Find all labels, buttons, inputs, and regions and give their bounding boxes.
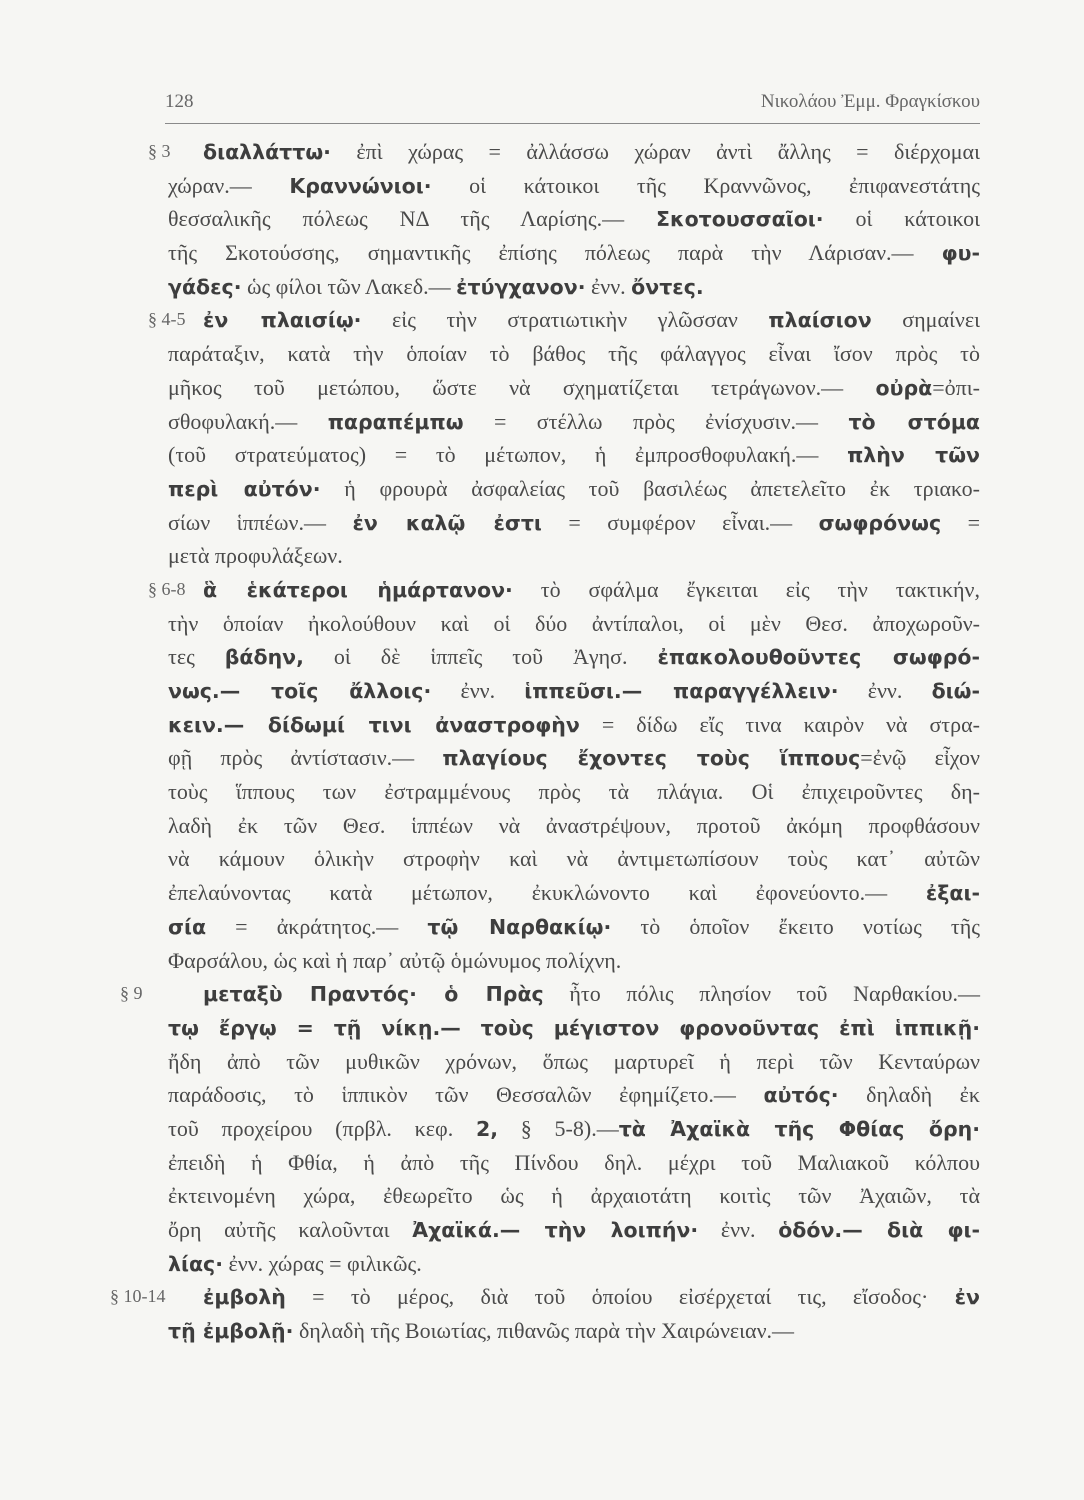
text-line (168, 371, 980, 405)
lemma-term: ἐπακολουθοῦντες σωφρό- (657, 645, 980, 670)
gloss-text: τες (168, 644, 225, 670)
text-line (168, 1213, 980, 1247)
gloss-text: =ὀπι- (932, 374, 980, 400)
lemma-term: ἐξαι- (925, 881, 980, 906)
text-line (203, 573, 980, 607)
text-line (168, 809, 980, 843)
gloss-text: ἦτο πόλις πλησίον τοῦ Ναρθακίου.— (543, 981, 980, 1007)
text-line (203, 303, 980, 337)
lemma-term: νως.— τοῖς ἄλλοις· (168, 679, 432, 703)
text-line (168, 640, 980, 674)
gloss-text: εἰς τὴν στρατιωτικὴν γλῶσσαν (361, 307, 769, 333)
lemma-term: διώ- (931, 679, 980, 703)
gloss-text: = (941, 509, 980, 535)
text-line (168, 202, 980, 236)
gloss-text: παράταξιν, κατὰ τὴν ὁποίαν τὸ βάθος τῆς φάλαγγος εἶναι ἴσον πρὸς τὸ (168, 341, 980, 367)
text-line (168, 337, 980, 371)
lemma-term: πλὴν τῶν (847, 443, 980, 468)
commentary-section (0, 573, 1084, 977)
text-line (168, 708, 980, 742)
lemma-term: Κραννώνιοι· (289, 173, 432, 198)
text-line (168, 910, 980, 944)
commentary-section (0, 1280, 1084, 1347)
gloss-text: Φαρσάλου, ὡς καὶ ἡ παρ᾽ αὐτῷ ὁμώνυμος πολίχνη. (168, 947, 622, 973)
lemma-term: λίας· (168, 1251, 223, 1276)
lemma-term: ἐν (954, 1285, 980, 1310)
body-text (0, 135, 1084, 1348)
lemma-term: παραπέμπω (327, 409, 464, 434)
lemma-term: ὄντες. (631, 274, 704, 299)
text-line (168, 438, 980, 472)
gloss-text: ἐπειδὴ ἡ Φθία, ἡ ἀπὸ τῆς Πίνδου δηλ. μέχρι τοῦ Μαλιακοῦ κόλπου (168, 1149, 980, 1175)
lemma-term: Ἀχαϊκά.— τὴν λοιπήν· (412, 1218, 699, 1242)
gloss-text: δηλαδὴ ἐκ (838, 1082, 980, 1108)
gloss-text: ὄρη αὐτῆς καλοῦνται (168, 1217, 413, 1242)
text-line (168, 775, 980, 809)
text-line (168, 1314, 980, 1348)
text-line (168, 539, 980, 573)
lemma-term: μεταξὺ Πραντός· ὁ Πρὰς (203, 982, 544, 1007)
lemma-term: ἐτύγχανον· (456, 274, 586, 299)
running-head: Νικολάου Ἐμμ. Φραγκίσκου (760, 91, 980, 112)
gloss-text: τὴν ὁποίαν ἠκολούθουν καὶ οἱ δύο ἀντίπαλοι, οἱ μὲν Θεσ. ἀποχωροῦν- (168, 610, 980, 636)
text-line (203, 135, 980, 169)
lemma-term: διαλλάττω· (203, 140, 331, 164)
lemma-term: τὰ Ἀχαϊκὰ τῆς Φθίας ὄρη· (618, 1116, 981, 1141)
lemma-term: πλαγίους ἔχοντες τοὺς ἵππους (442, 746, 861, 771)
section-label: § 9 (120, 983, 143, 1004)
gloss-text: ἐπὶ χώρας = ἀλλάσσω χώραν ἀντὶ ἄλλης = διέρχομαι (330, 139, 980, 164)
text-line (168, 1011, 980, 1045)
gloss-text: οἱ κάτοικοι τῆς Κραννῶνος, ἐπιφανεστάτης (431, 172, 981, 198)
gloss-text: ὡς φίλοι τῶν Λακεδ.— (241, 273, 457, 299)
gloss-text: ἡ φρουρὰ ἀσφαλείας τοῦ βασιλέως ἀπετελεῖτο ἐκ τριακο- (320, 475, 980, 501)
lemma-term: Σκοτουσσαῖοι· (656, 207, 824, 232)
text-line (168, 944, 980, 978)
gloss-text: χώραν.— (168, 172, 290, 198)
text-line (168, 842, 980, 876)
text-line (168, 674, 980, 708)
text-line (168, 169, 980, 203)
text-line (168, 270, 980, 304)
gloss-text: ἤδη ἀπὸ τῶν μυθικῶν χρόνων, ὅπως μαρτυρεῖ ἡ περὶ τῶν Κενταύρων (168, 1048, 980, 1074)
gloss-text: ἐκτεινομένη χώρα, ἐθεωρεῖτο ὡς ἡ ἀρχαιοτάτη κοιτὶς τῶν Ἀχαιῶν, τὰ (168, 1183, 980, 1209)
gloss-text: = τὸ μέρος, διὰ τοῦ ὁποίου εἰσέρχεταί τις, εἴσοδος· (285, 1284, 955, 1310)
text-line (168, 1045, 980, 1079)
lemma-term: βάδην, (224, 645, 304, 670)
section-label: § 4-5 (148, 309, 186, 330)
lemma-term: ἐμβολὴ (203, 1285, 286, 1310)
text-line (168, 1146, 980, 1180)
header-rule (165, 123, 980, 124)
gloss-text: παράδοσις, τὸ ἱππικὸν τῶν Θεσσαλῶν ἐφημίζετο.— (168, 1082, 764, 1108)
gloss-text: =ἐνῷ εἶχον (860, 745, 980, 771)
gloss-text: ἐπελαύνοντας κατὰ μέτωπον, ἐκυκλώνοντο καὶ ἐφονεύοντο.— (168, 880, 926, 906)
gloss-text: = συμφέρον εἶναι.— (541, 509, 819, 535)
gloss-text: μετὰ προφυλάξεων. (168, 543, 343, 569)
lemma-term: 2, (475, 1116, 499, 1141)
gloss-text: ἐνν. (431, 678, 525, 703)
gloss-text: ἐνν. (838, 678, 932, 703)
commentary-section (0, 977, 1084, 1280)
gloss-text: τῆς Σκοτούσσης, σημαντικῆς ἐπίσης πόλεως παρὰ τὴν Λάρισαν.— (168, 240, 942, 266)
lemma-term: κειν.— δίδωμί τινι ἀναστροφὴν (168, 712, 580, 737)
gloss-text: τὸ ὁποῖον ἔκειτο νοτίως τῆς (611, 913, 980, 939)
gloss-text: θεσσαλικῆς πόλεως ΝΔ τῆς Λαρίσης.— (168, 206, 657, 232)
lemma-term: τῳ ἔργῳ = τῇ νίκῃ.— τοὺς μέγιστον φρονοῦντας ἐπὶ ἱππικῇ· (168, 1015, 980, 1040)
gloss-text: = ἀκράτητος.— (206, 913, 428, 939)
gloss-text: ἐνν. χώρας = φιλικῶς. (222, 1250, 422, 1276)
lemma-term: γάδες· (168, 274, 242, 299)
text-line (168, 1078, 980, 1112)
text-line (168, 1112, 980, 1146)
lemma-term: πλαίσιον (768, 308, 872, 333)
gloss-text: λαδὴ ἐκ τῶν Θεσ. ἱππέων νὰ ἀναστρέψουν, προτοῦ ἀκόμη προφθάσουν (168, 812, 980, 838)
text-line (168, 876, 980, 910)
lemma-term: περὶ αὐτόν· (168, 476, 321, 501)
gloss-text: σίων ἱππέων.— (168, 509, 353, 535)
text-line (168, 405, 980, 439)
gloss-text: § 5-8).— (498, 1115, 619, 1141)
section-label: § 6-8 (148, 578, 186, 599)
lemma-term: ἐν καλῷ ἐστι (352, 510, 542, 535)
text-line (168, 741, 980, 775)
gloss-text: = δίδω εἴς τινα καιρὸν νὰ στρα- (579, 711, 980, 737)
lemma-term: οὐρὰ (875, 375, 933, 400)
lemma-term: τὸ στόμα (848, 409, 980, 434)
text-line (168, 1179, 980, 1213)
gloss-text: ἐνν. (585, 273, 632, 299)
gloss-text: δηλαδὴ τῆς Βοιωτίας, πιθανῶς παρὰ τὴν Χαιρώνειαν.— (293, 1318, 795, 1344)
commentary-section (0, 303, 1084, 573)
gloss-text: ἐνν. (698, 1217, 779, 1242)
gloss-text: νὰ κάμουν ὁλικὴν στροφὴν καὶ νὰ ἀντιμετωπίσουν τοὺς κατ᾽ αὐτῶν (168, 846, 980, 872)
gloss-text: μῆκος τοῦ μετώπου, ὥστε νὰ σχηματίζεται τετράγωνον.— (168, 374, 876, 400)
text-line (168, 1247, 980, 1281)
text-line (168, 472, 980, 506)
section-label: § 10-14 (110, 1286, 166, 1307)
gloss-text: τοὺς ἵππους των ἐστραμμένους πρὸς τὰ πλάγια. Οἱ ἐπιχειροῦντες δη- (168, 779, 980, 805)
gloss-text: σθοφυλακή.— (168, 408, 328, 434)
gloss-text: = στέλλω πρὸς ἐνίσχυσιν.— (463, 408, 849, 434)
gloss-text: φῇ πρὸς ἀντίστασιν.— (168, 745, 443, 771)
gloss-text: σημαίνει (871, 307, 980, 333)
lemma-term: σία (168, 914, 207, 939)
commentary-section (0, 135, 1084, 303)
lemma-term: ὁδόν.— διὰ φι- (778, 1218, 981, 1242)
gloss-text: τὸ σφάλμα ἔγκειται εἰς τὴν τακτικήν, (512, 576, 980, 602)
lemma-term: τῷ Ναρθακίῳ· (427, 914, 612, 939)
lemma-term: τῇ ἐμβολῇ· (168, 1319, 294, 1344)
lemma-term: ἃ ἑκάτεροι ἡμάρτανον· (203, 577, 513, 602)
page-number: 128 (165, 91, 194, 112)
lemma-term: φυ- (941, 241, 980, 266)
lemma-term: σωφρόνως (818, 510, 942, 535)
lemma-term: ἐν πλαισίῳ· (203, 308, 362, 333)
lemma-term: ἱππεῦσι.— παραγγέλλειν· (524, 679, 839, 703)
text-line (168, 607, 980, 641)
text-line (203, 1280, 980, 1314)
gloss-text: τοῦ προχείρου (πρβλ. κεφ. (168, 1115, 476, 1141)
text-line (168, 236, 980, 270)
lemma-term: αὐτός· (763, 1083, 839, 1108)
gloss-text: οἱ δὲ ἱππεῖς τοῦ Ἀγησ. (303, 644, 658, 670)
section-label: § 3 (148, 141, 171, 161)
gloss-text: (τοῦ στρατεύματος) = τὸ μέτωπον, ἡ ἐμπροσθοφυλακή.— (168, 442, 848, 468)
gloss-text: οἱ κάτοικοι (823, 206, 981, 232)
text-line (203, 977, 980, 1011)
text-line (168, 506, 980, 540)
